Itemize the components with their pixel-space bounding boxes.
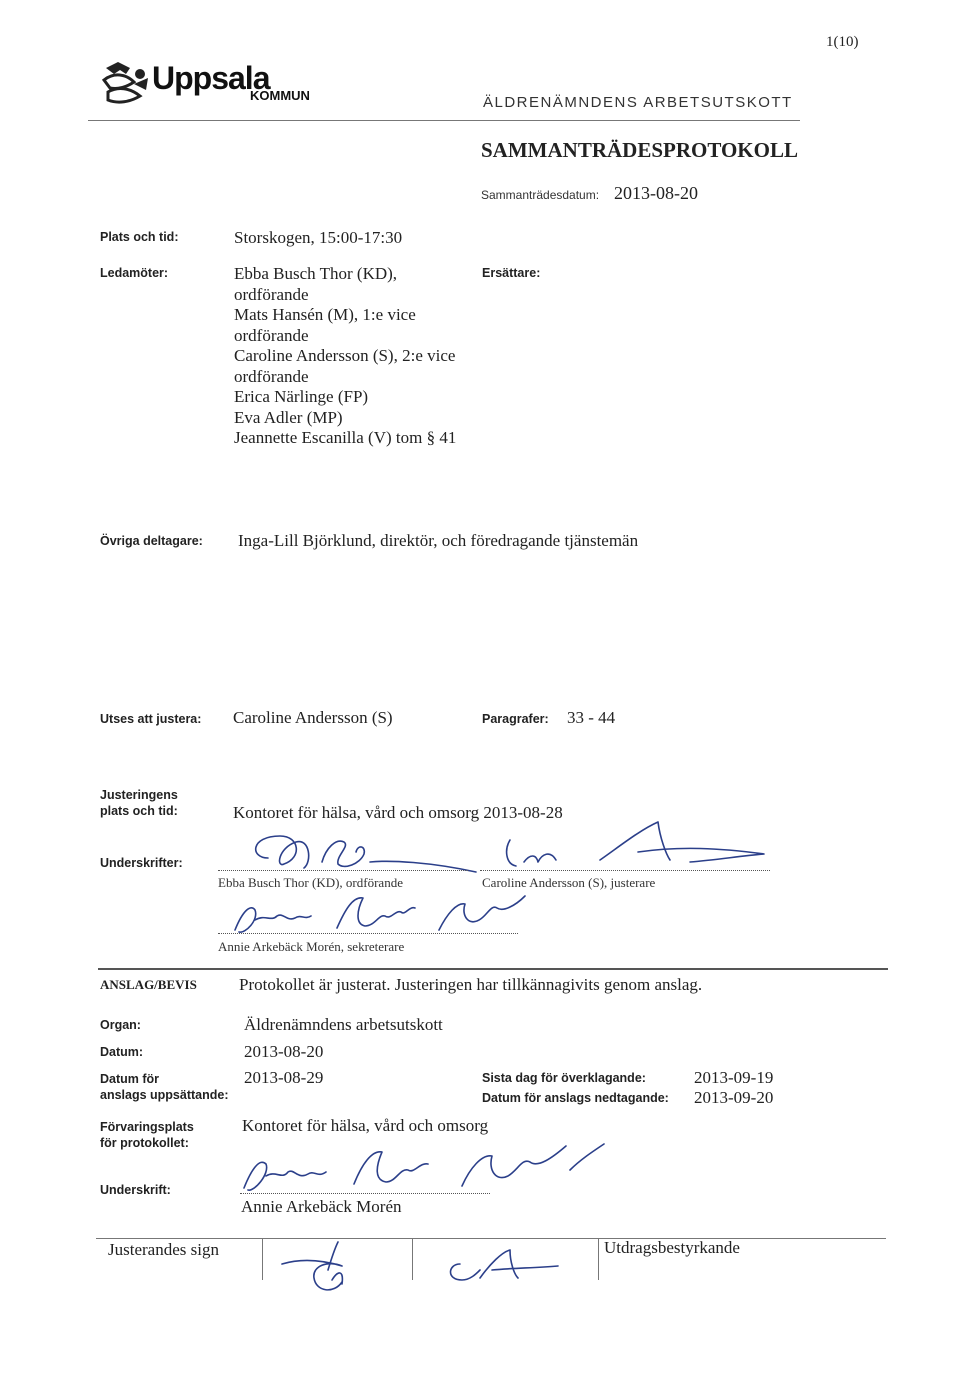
member-line: Erica Närlinge (FP): [234, 387, 369, 406]
initials-adjuster-signature: [430, 1244, 580, 1288]
adjust-place-value: Kontoret för hälsa, vård och omsorg 2013-08-28: [233, 803, 563, 822]
member-line: Ebba Busch Thor (KD),: [234, 264, 398, 283]
date-value: 2013-08-20: [244, 1042, 324, 1061]
removed-label: Datum för anslags nedtagande:: [482, 1091, 669, 1105]
member-line: Mats Hansén (M), 1:e vice: [234, 305, 416, 324]
substitutes-label: Ersättare:: [482, 266, 541, 280]
members-label: Ledamöter:: [100, 266, 169, 280]
organ-value: Äldrenämndens arbetsutskott: [244, 1015, 443, 1034]
initials-chair-signature: [272, 1240, 402, 1300]
posted-label-2: anslags uppsättande:: [100, 1088, 229, 1102]
coat-of-arms-icon: [100, 60, 152, 108]
member-line: Caroline Andersson (S), 2:e vice: [234, 346, 456, 365]
paragraphs-value: 33 - 44: [567, 708, 616, 727]
adjuster-signature: [490, 820, 770, 876]
footer-divider-3: [598, 1238, 599, 1280]
members-list: [234, 264, 456, 449]
notice-rule: [98, 968, 888, 970]
adjust-place-label-1: Justeringens: [100, 788, 178, 802]
notice-signature-line: [240, 1193, 490, 1194]
adjust-place-label-2: plats och tid:: [100, 804, 178, 818]
notice-label: ANSLAG/BEVIS: [100, 977, 197, 992]
committee-name: ÄLDRENÄMNDENS ARBETSUTSKOTT: [483, 94, 793, 111]
header-rule: [88, 120, 800, 121]
adjust-label: Utses att justera:: [100, 712, 202, 726]
member-line: ordförande: [234, 325, 309, 345]
chair-name: Ebba Busch Thor (KD), ordförande: [218, 875, 403, 890]
logo-sub: KOMMUN: [250, 88, 310, 103]
chair-signature-line: [218, 870, 468, 871]
footer-divider-1: [262, 1238, 263, 1280]
uppsala-logo: [100, 60, 310, 110]
posted-label-1: Datum för: [100, 1072, 160, 1086]
notice-text: Protokollet är justerat. Justeringen har tillkännagivits genom anslag.: [239, 975, 703, 994]
adjusters-sign-label: Justerandes sign: [108, 1240, 219, 1259]
meeting-date-value: 2013-08-20: [614, 183, 698, 203]
member-line: ordförande: [234, 284, 309, 304]
footer-top-rule: [96, 1238, 886, 1239]
footer-divider-2: [412, 1238, 413, 1280]
adjust-value: Caroline Andersson (S): [233, 708, 393, 727]
organ-label: Organ:: [100, 1018, 141, 1032]
member-line: Eva Adler (MP): [234, 407, 343, 427]
meeting-date-label: Sammanträdesdatum:: [481, 188, 600, 202]
secretary-signature-line: [218, 933, 518, 934]
storage-label-2: för protokollet:: [100, 1136, 189, 1150]
adjuster-name: Caroline Andersson (S), justerare: [482, 875, 656, 890]
certification-label: Utdragsbestyrkande: [604, 1238, 740, 1257]
signature-label: Underskrift:: [100, 1183, 171, 1197]
others-value: Inga-Lill Björklund, direktör, och föredragande tjänstemän: [238, 531, 639, 550]
logo-name: Uppsala: [152, 60, 270, 96]
secretary-name: Annie Arkebäck Morén, sekreterare: [218, 939, 405, 954]
date-label: Datum:: [100, 1045, 144, 1059]
member-line: Jeannette Escanilla (V) tom § 41: [234, 428, 457, 447]
notice-signer-name: Annie Arkebäck Morén: [241, 1197, 402, 1216]
paragraphs-label: Paragrafer:: [482, 712, 549, 726]
storage-value: Kontoret för hälsa, vård och omsorg: [242, 1116, 489, 1135]
member-line: ordförande: [234, 366, 309, 386]
notice-signature: [230, 1140, 610, 1198]
posted-value: 2013-08-29: [244, 1068, 324, 1087]
place-label: Plats och tid:: [100, 230, 179, 244]
others-label: Övriga deltagare:: [100, 534, 203, 548]
storage-label-1: Förvaringsplats: [100, 1120, 194, 1134]
place-value: Storskogen, 15:00-17:30: [234, 228, 403, 247]
document-title: SAMMANTRÄDESPROTOKOLL: [481, 138, 798, 162]
last-appeal-value: 2013-09-19: [694, 1068, 774, 1087]
removed-value: 2013-09-20: [694, 1088, 774, 1107]
signatures-label: Underskrifter:: [100, 856, 183, 870]
adjuster-signature-line: [480, 870, 770, 871]
last-appeal-label: Sista dag för överklagande:: [482, 1071, 646, 1085]
page-number: 1(10): [826, 34, 859, 50]
